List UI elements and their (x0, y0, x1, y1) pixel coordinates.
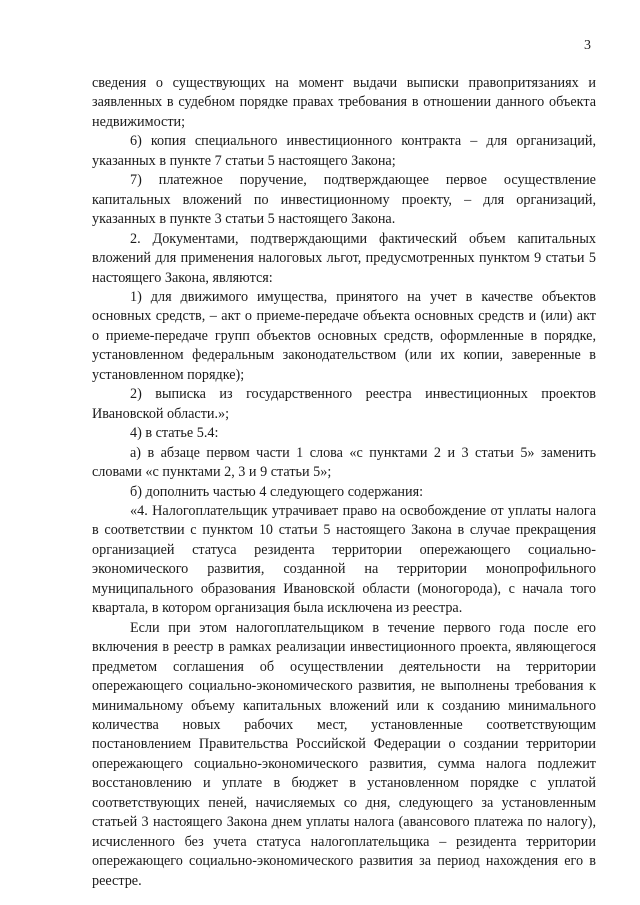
paragraph-amendment-4a: а) в абзаце первом части 1 слова «с пунктами 2 и 3 статьи 5» заменить словами «с пунктами 2, 3 и 9 статьи 5»; (92, 444, 596, 481)
paragraph-item-7: 7) платежное поручение, подтверждающее первое осуществление капитальных вложений по инвестиционному проекту, – для организаций, указанных в пункте 3 статьи 5 настоящего Закона. (92, 172, 596, 228)
page-number: 3 (584, 38, 591, 53)
paragraph-amendment-4: 4) в статье 5.4: (130, 425, 219, 442)
paragraph-item-6: 6) копия специального инвестиционного контракта – для организаций, указанных в пункте 7 статьи 5 настоящего Закона; (92, 133, 596, 169)
paragraph-section-2-item-2: 2) выписка из государственного реестра инвестиционных проектов Ивановской области.»; (92, 386, 596, 422)
paragraph-section-2-item-1: 1) для движимого имущества, принятого на учет в качестве объектов основных средств, – акт о приеме-передаче объекта основных средств и (или) акт о приеме-передаче групп объектов основных средств, оформленные в порядке, установленном федеральным законодательством (или их копии, заверенные в установленном порядке); (92, 288, 596, 383)
document-body (92, 74, 596, 891)
paragraph-section-2: 2. Документами, подтверждающими фактический объем капитальных вложений для применения налоговых льгот, предусмотренных пунктом 9 статьи 5 настоящего Закона, являются: (92, 230, 596, 286)
paragraph-amendment-4b: б) дополнить частью 4 следующего содержания: (130, 483, 424, 500)
paragraph-intro: сведения о существующих на момент выдачи выписки правопритязаниях и заявленных в судебном порядке правах требования в отношении данного объекта недвижимости; (92, 75, 596, 130)
paragraph-part-4-continuation: Если при этом налогоплательщиком в течение первого года после его включения в реестр в рамках реализации инвестиционного проекта, являющегося предметом соглашения об осуществлении деятельности на территории опережающего социально-экономического развития, не выполнены требования к минимальному объему капитальных вложений или к созданию минимального количества новых рабочих мест, установленные соответствующим постановлением Правительства Российской Федерации о создании территории опережающего социально-экономического развития, сумма налога подлежит восстановлению и уплате в бюджет в установленном порядке с уплатой соответствующих пеней, начисляемых со дня, следующего за установленным статьей 3 настоящего Закона днем уплаты налога (авансового платежа по налогу), исчисленного без учета статуса налогоплательщика – резидента территории опережающего социально-экономического развития за период нахождения его в реестре. (92, 619, 596, 889)
paragraph-part-4: «4. Налогоплательщик утрачивает право на освобождение от уплаты налога в соответствии с пунктом 10 статьи 5 настоящего Закона в случае прекращения организацией статуса резидента территории опережающего социально-экономического развития, созданной на территории монопрофильного муниципального образования Ивановской области (моногорода), с начала того квартала, в котором организация была исключена из реестра. (92, 502, 596, 617)
